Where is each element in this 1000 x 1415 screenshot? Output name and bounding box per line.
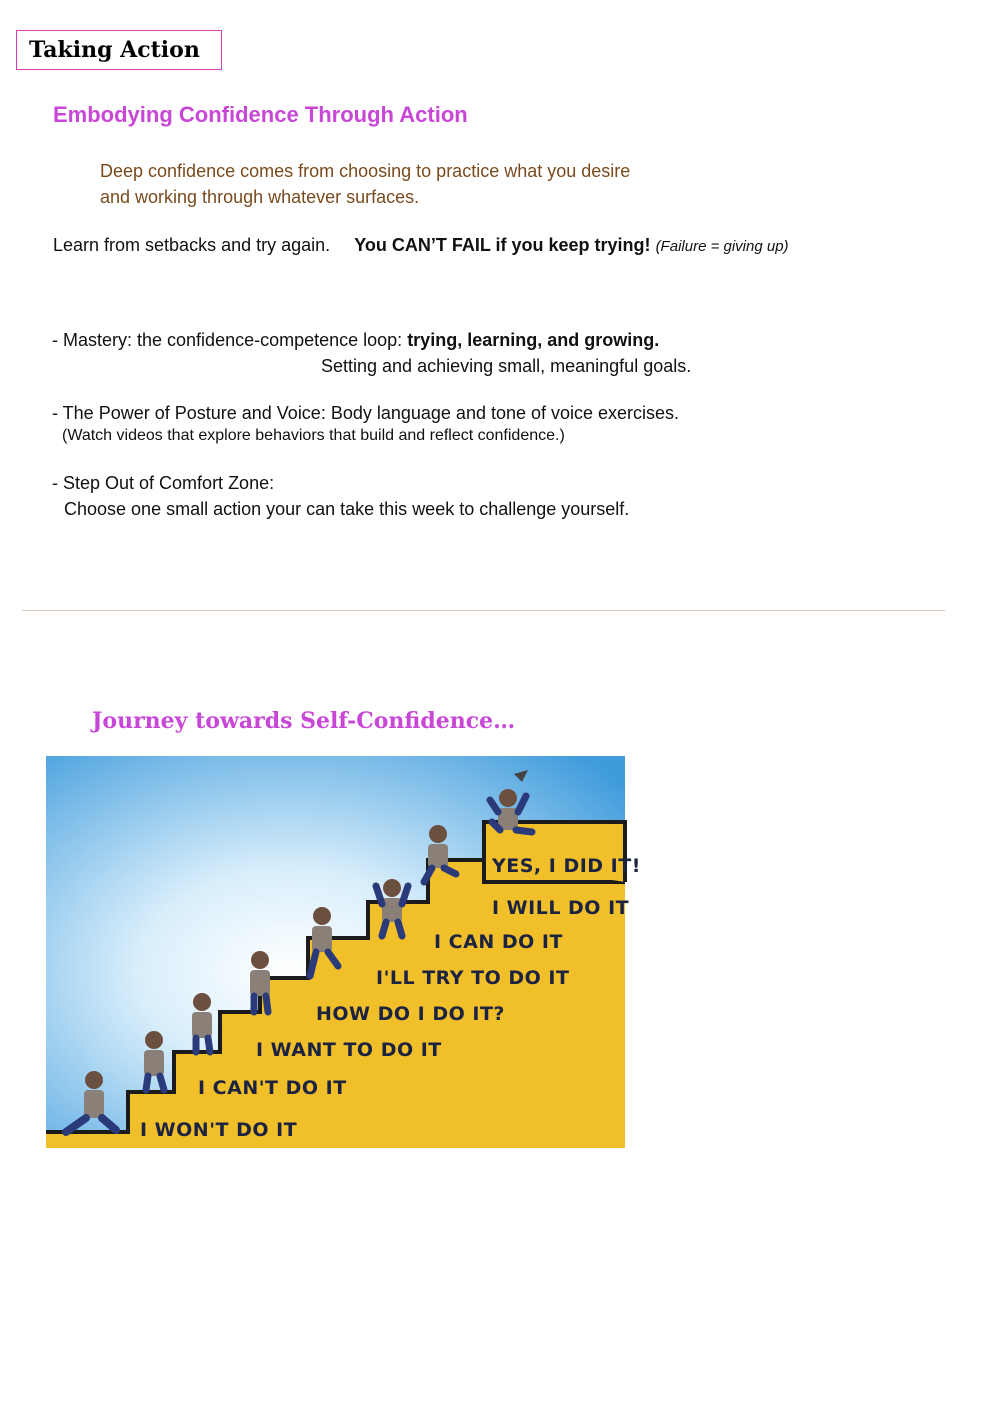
section-heading: Embodying Confidence Through Action xyxy=(53,102,468,127)
cant-fail-text: You CAN’T FAIL if you keep trying! xyxy=(354,235,651,255)
intro-line-2: and working through whatever surfaces. xyxy=(100,187,420,207)
mastery-line-2: Setting and achieving small, meaningful goals. xyxy=(321,356,692,376)
journey-title: Journey towards Self-Confidence… xyxy=(92,708,516,734)
step-label-4: HOW DO I DO IT? xyxy=(316,1003,505,1025)
comfort-line-1: - Step Out of Comfort Zone: xyxy=(52,473,275,493)
learn-text: Learn from setbacks and try again. xyxy=(53,235,331,255)
posture-line-1: - The Power of Posture and Voice: Body language and tone of voice exercises. xyxy=(52,403,680,423)
learn-line xyxy=(53,232,789,260)
section-divider xyxy=(22,610,945,611)
intro-paragraph xyxy=(100,158,630,210)
step-label-1: I WON'T DO IT xyxy=(140,1119,298,1141)
failure-note: (Failure = giving up) xyxy=(655,238,789,255)
comfort-line-2: Choose one small action your can take this week to challenge yourself. xyxy=(64,499,630,519)
step-label-3: I WANT TO DO IT xyxy=(256,1039,442,1061)
mastery-prefix: - Mastery: the confidence-competence loop: xyxy=(52,330,408,350)
mastery-bold: trying, learning, and growing. xyxy=(407,330,660,350)
intro-line-1: Deep confidence comes from choosing to practice what you desire xyxy=(100,161,631,181)
step-label-6: I CAN DO IT xyxy=(434,931,563,953)
posture-line-2: (Watch videos that explore behaviors that build and reflect confidence.) xyxy=(62,427,565,444)
page-title: Taking Action xyxy=(16,30,222,70)
step-label-8: YES, I DID IT! xyxy=(492,855,641,877)
stair-illustration xyxy=(46,756,641,1148)
step-label-5: I'LL TRY TO DO IT xyxy=(376,967,570,989)
step-label-2: I CAN'T DO IT xyxy=(198,1077,347,1099)
mastery-line-1 xyxy=(52,327,659,353)
step-label-7: I WILL DO IT xyxy=(492,897,630,919)
